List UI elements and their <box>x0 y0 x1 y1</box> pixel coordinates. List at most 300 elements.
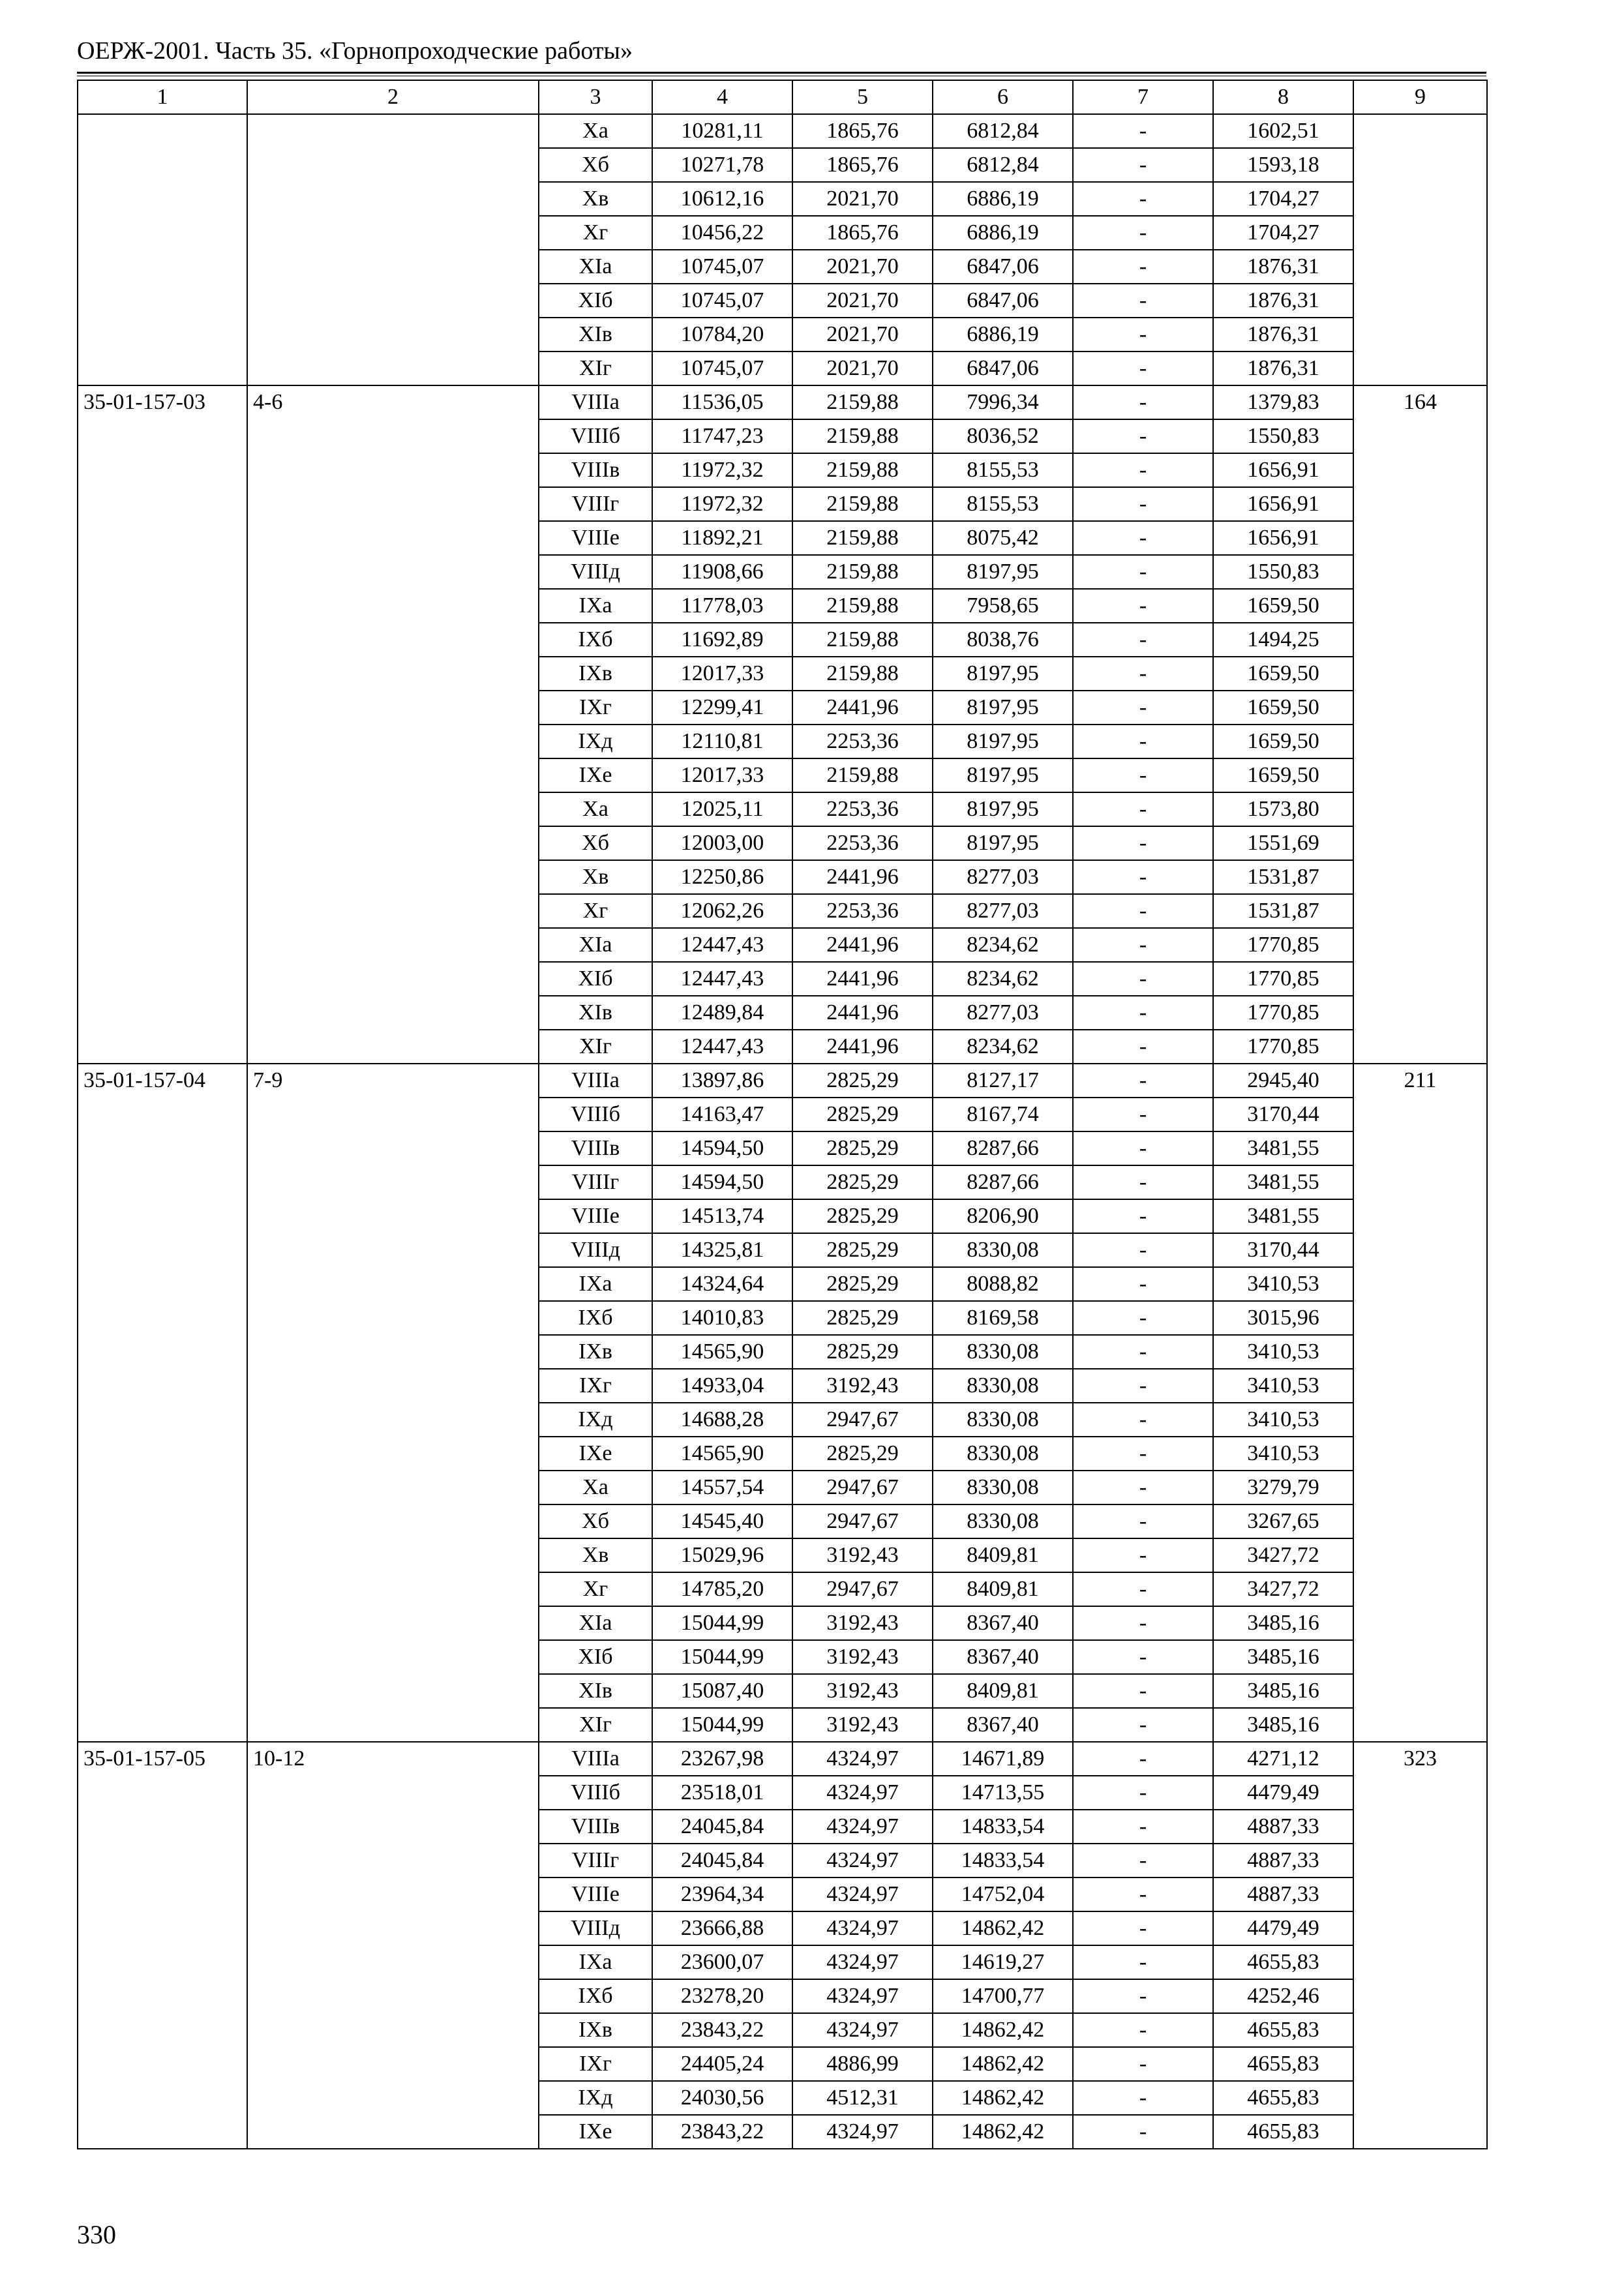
total-cost-cell: 14565,90 <box>652 1335 792 1369</box>
materials-cell: 1704,27 <box>1213 182 1353 216</box>
category-cell: Xг <box>539 216 652 250</box>
machinery-cell: 6886,19 <box>933 318 1073 352</box>
total-cost-cell: 14594,50 <box>652 1131 792 1165</box>
category-cell: VIIIв <box>539 453 652 487</box>
machinery-cell: 8330,08 <box>933 1369 1073 1403</box>
category-cell: Xб <box>539 826 652 860</box>
total-cost-cell: 15044,99 <box>652 1606 792 1640</box>
machinery-cell: 8155,53 <box>933 487 1073 521</box>
category-cell: IXa <box>539 589 652 623</box>
materials-cell: 4887,33 <box>1213 1844 1353 1878</box>
category-cell: VIIIe <box>539 521 652 555</box>
column-number: 9 <box>1353 80 1487 114</box>
category-cell: VIIIa <box>539 1742 652 1776</box>
machinery-cell: 8167,74 <box>933 1098 1073 1131</box>
machinist-wage-cell: - <box>1073 860 1213 894</box>
wage-cell: 4512,31 <box>792 2081 933 2115</box>
total-cost-cell: 12062,26 <box>652 894 792 928</box>
category-cell: Xг <box>539 1572 652 1606</box>
machinery-cell: 8197,95 <box>933 826 1073 860</box>
total-cost-cell: 14325,81 <box>652 1233 792 1267</box>
category-cell: IXг <box>539 2047 652 2081</box>
machinist-wage-cell: - <box>1073 1878 1213 1911</box>
materials-cell: 3481,55 <box>1213 1131 1353 1165</box>
category-cell: IXa <box>539 1945 652 1979</box>
machinist-wage-cell: - <box>1073 1301 1213 1335</box>
materials-cell: 1876,31 <box>1213 352 1353 385</box>
machinery-cell: 8206,90 <box>933 1199 1073 1233</box>
machinist-wage-cell: - <box>1073 1403 1213 1437</box>
machinist-wage-cell: - <box>1073 657 1213 691</box>
category-cell: Xв <box>539 860 652 894</box>
machinery-cell: 8277,03 <box>933 894 1073 928</box>
materials-cell: 1656,91 <box>1213 521 1353 555</box>
machinery-cell: 8197,95 <box>933 725 1073 758</box>
machinery-cell: 8155,53 <box>933 453 1073 487</box>
total-cost-cell: 12003,00 <box>652 826 792 860</box>
labor-total-cell: 164 <box>1353 385 1487 1064</box>
machinist-wage-cell: - <box>1073 758 1213 792</box>
category-cell: VIIIв <box>539 1131 652 1165</box>
rate-code-cell: 35-01-157-03 <box>78 385 247 1064</box>
total-cost-cell: 24045,84 <box>652 1810 792 1844</box>
wage-cell: 2825,29 <box>792 1131 933 1165</box>
machinery-cell: 8075,42 <box>933 521 1073 555</box>
total-cost-cell: 23278,20 <box>652 1979 792 2013</box>
materials-cell: 4252,46 <box>1213 1979 1353 2013</box>
wage-cell: 2253,36 <box>792 826 933 860</box>
wage-cell: 2441,96 <box>792 860 933 894</box>
machinery-cell: 14862,42 <box>933 2013 1073 2047</box>
materials-cell: 1379,83 <box>1213 385 1353 419</box>
category-cell: IXг <box>539 1369 652 1403</box>
materials-cell: 3410,53 <box>1213 1369 1353 1403</box>
wage-cell: 4324,97 <box>792 1945 933 1979</box>
machinist-wage-cell: - <box>1073 453 1213 487</box>
materials-cell: 3015,96 <box>1213 1301 1353 1335</box>
machinery-cell: 6847,06 <box>933 352 1073 385</box>
machinery-cell: 8127,17 <box>933 1064 1073 1098</box>
machinery-cell: 7958,65 <box>933 589 1073 623</box>
category-cell: VIIIe <box>539 1878 652 1911</box>
wage-cell: 2253,36 <box>792 792 933 826</box>
total-cost-cell: 15044,99 <box>652 1640 792 1674</box>
total-cost-cell: 10745,07 <box>652 284 792 318</box>
category-cell: XIб <box>539 1640 652 1674</box>
category-cell: XIб <box>539 962 652 996</box>
machinist-wage-cell: - <box>1073 1844 1213 1878</box>
materials-cell: 1659,50 <box>1213 691 1353 725</box>
labor-total-cell: 323 <box>1353 1742 1487 2149</box>
total-cost-cell: 23964,34 <box>652 1878 792 1911</box>
category-cell: Xб <box>539 148 652 182</box>
wage-cell: 2947,67 <box>792 1471 933 1504</box>
machinery-cell: 6812,84 <box>933 148 1073 182</box>
total-cost-cell: 15087,40 <box>652 1674 792 1708</box>
page-header-title: ОЕРЖ-2001. Часть 35. «Горнопроходческие работы» <box>77 37 633 65</box>
materials-cell: 1770,85 <box>1213 996 1353 1030</box>
wage-cell: 2159,88 <box>792 555 933 589</box>
materials-cell: 1550,83 <box>1213 555 1353 589</box>
category-cell: VIIIa <box>539 1064 652 1098</box>
machinery-cell: 8367,40 <box>933 1606 1073 1640</box>
machinist-wage-cell: - <box>1073 148 1213 182</box>
machinery-cell: 8287,66 <box>933 1165 1073 1199</box>
total-cost-cell: 13897,86 <box>652 1064 792 1098</box>
materials-cell: 3267,65 <box>1213 1504 1353 1538</box>
machinery-cell: 14619,27 <box>933 1945 1073 1979</box>
wage-cell: 2825,29 <box>792 1165 933 1199</box>
materials-cell: 1531,87 <box>1213 894 1353 928</box>
wage-cell: 2021,70 <box>792 182 933 216</box>
materials-cell: 3485,16 <box>1213 1606 1353 1640</box>
machinist-wage-cell: - <box>1073 1674 1213 1708</box>
machinist-wage-cell: - <box>1073 250 1213 284</box>
total-cost-cell: 24405,24 <box>652 2047 792 2081</box>
category-cell: Xa <box>539 792 652 826</box>
materials-cell: 1531,87 <box>1213 860 1353 894</box>
column-number: 5 <box>792 80 933 114</box>
wage-cell: 2159,88 <box>792 385 933 419</box>
labor-total-cell: 211 <box>1353 1064 1487 1742</box>
machinist-wage-cell: - <box>1073 318 1213 352</box>
materials-cell: 1550,83 <box>1213 419 1353 453</box>
wage-cell: 2159,88 <box>792 487 933 521</box>
materials-cell: 3481,55 <box>1213 1199 1353 1233</box>
category-cell: IXб <box>539 623 652 657</box>
total-cost-cell: 14933,04 <box>652 1369 792 1403</box>
rate-code-cell: 35-01-157-04 <box>78 1064 247 1742</box>
machinist-wage-cell: - <box>1073 894 1213 928</box>
machinery-cell: 8409,81 <box>933 1538 1073 1572</box>
materials-cell: 1876,31 <box>1213 250 1353 284</box>
materials-cell: 4655,83 <box>1213 2115 1353 2149</box>
materials-cell: 1659,50 <box>1213 589 1353 623</box>
wage-cell: 2021,70 <box>792 284 933 318</box>
total-cost-cell: 12447,43 <box>652 928 792 962</box>
machinist-wage-cell: - <box>1073 2047 1213 2081</box>
total-cost-cell: 14565,90 <box>652 1437 792 1471</box>
machinery-cell: 6812,84 <box>933 114 1073 148</box>
total-cost-cell: 10281,11 <box>652 114 792 148</box>
total-cost-cell: 24045,84 <box>652 1844 792 1878</box>
total-cost-cell: 12447,43 <box>652 962 792 996</box>
total-cost-cell: 24030,56 <box>652 2081 792 2115</box>
wage-cell: 2441,96 <box>792 1030 933 1064</box>
total-cost-cell: 10745,07 <box>652 352 792 385</box>
total-cost-cell: 14688,28 <box>652 1403 792 1437</box>
machinery-cell: 6847,06 <box>933 250 1073 284</box>
column-number-row <box>78 80 1487 114</box>
category-cell: Xa <box>539 1471 652 1504</box>
materials-cell: 3170,44 <box>1213 1233 1353 1267</box>
materials-cell: 4887,33 <box>1213 1810 1353 1844</box>
machinist-wage-cell: - <box>1073 1810 1213 1844</box>
materials-cell: 1659,50 <box>1213 725 1353 758</box>
total-cost-cell: 15029,96 <box>652 1538 792 1572</box>
wage-cell: 2947,67 <box>792 1572 933 1606</box>
category-cell: VIIIa <box>539 385 652 419</box>
wage-cell: 2825,29 <box>792 1437 933 1471</box>
page-number: 330 <box>77 2220 116 2249</box>
machinist-wage-cell: - <box>1073 487 1213 521</box>
category-cell: IXв <box>539 2013 652 2047</box>
machinist-wage-cell: - <box>1073 1098 1213 1131</box>
category-cell: XIa <box>539 1606 652 1640</box>
machinist-wage-cell: - <box>1073 1030 1213 1064</box>
machinery-cell: 14862,42 <box>933 2081 1073 2115</box>
total-cost-cell: 10456,22 <box>652 216 792 250</box>
total-cost-cell: 14163,47 <box>652 1098 792 1131</box>
category-cell: Xг <box>539 894 652 928</box>
materials-cell: 3410,53 <box>1213 1403 1353 1437</box>
machinist-wage-cell: - <box>1073 114 1213 148</box>
materials-cell: 3485,16 <box>1213 1640 1353 1674</box>
materials-cell: 1659,50 <box>1213 657 1353 691</box>
total-cost-cell: 10745,07 <box>652 250 792 284</box>
materials-cell: 3427,72 <box>1213 1572 1353 1606</box>
machinery-cell: 8197,95 <box>933 555 1073 589</box>
machinery-cell: 8038,76 <box>933 623 1073 657</box>
total-cost-cell: 11908,66 <box>652 555 792 589</box>
category-cell: VIIIб <box>539 1098 652 1131</box>
machinist-wage-cell: - <box>1073 1131 1213 1165</box>
materials-cell: 3485,16 <box>1213 1674 1353 1708</box>
wage-cell: 2441,96 <box>792 928 933 962</box>
total-cost-cell: 12025,11 <box>652 792 792 826</box>
total-cost-cell: 14324,64 <box>652 1267 792 1301</box>
materials-cell: 3410,53 <box>1213 1267 1353 1301</box>
table-row <box>78 1742 1487 1776</box>
wage-cell: 2825,29 <box>792 1098 933 1131</box>
category-cell: Xв <box>539 182 652 216</box>
category-cell: VIIIб <box>539 1776 652 1810</box>
wage-cell: 2159,88 <box>792 453 933 487</box>
materials-cell: 4479,49 <box>1213 1776 1353 1810</box>
total-cost-cell: 11692,89 <box>652 623 792 657</box>
machinist-wage-cell: - <box>1073 1606 1213 1640</box>
wage-cell: 2159,88 <box>792 623 933 657</box>
column-number: 7 <box>1073 80 1213 114</box>
category-cell: VIIIг <box>539 487 652 521</box>
machinery-cell: 8277,03 <box>933 860 1073 894</box>
machinist-wage-cell: - <box>1073 691 1213 725</box>
table-body <box>78 80 1487 2149</box>
category-cell: XIa <box>539 928 652 962</box>
wage-cell: 2825,29 <box>792 1301 933 1335</box>
category-cell: IXe <box>539 2115 652 2149</box>
total-cost-cell: 12017,33 <box>652 758 792 792</box>
machinery-cell: 8367,40 <box>933 1640 1073 1674</box>
wage-cell: 2253,36 <box>792 725 933 758</box>
column-number: 8 <box>1213 80 1353 114</box>
wage-cell: 2825,29 <box>792 1267 933 1301</box>
machinist-wage-cell: - <box>1073 725 1213 758</box>
category-cell: IXг <box>539 691 652 725</box>
wage-cell: 1865,76 <box>792 216 933 250</box>
column-number: 3 <box>539 80 652 114</box>
materials-cell: 3410,53 <box>1213 1335 1353 1369</box>
total-cost-cell: 11972,32 <box>652 453 792 487</box>
machinist-wage-cell: - <box>1073 1504 1213 1538</box>
wage-cell: 2947,67 <box>792 1403 933 1437</box>
materials-cell: 1770,85 <box>1213 962 1353 996</box>
wage-cell: 2441,96 <box>792 996 933 1030</box>
wage-cell: 4324,97 <box>792 1911 933 1945</box>
machinist-wage-cell: - <box>1073 589 1213 623</box>
wage-cell: 2159,88 <box>792 589 933 623</box>
total-cost-cell: 14010,83 <box>652 1301 792 1335</box>
machinist-wage-cell: - <box>1073 1538 1213 1572</box>
total-cost-cell: 23518,01 <box>652 1776 792 1810</box>
wage-cell: 2021,70 <box>792 250 933 284</box>
machinist-wage-cell: - <box>1073 1708 1213 1742</box>
total-cost-cell: 12447,43 <box>652 1030 792 1064</box>
materials-cell: 1876,31 <box>1213 284 1353 318</box>
wage-cell: 3192,43 <box>792 1674 933 1708</box>
wage-cell: 4324,97 <box>792 1844 933 1878</box>
category-cell: XIв <box>539 1674 652 1708</box>
machinery-cell: 8330,08 <box>933 1335 1073 1369</box>
range-cell <box>247 114 539 385</box>
machinist-wage-cell: - <box>1073 419 1213 453</box>
machinist-wage-cell: - <box>1073 1233 1213 1267</box>
materials-cell: 2945,40 <box>1213 1064 1353 1098</box>
category-cell: VIIIд <box>539 1911 652 1945</box>
materials-cell: 4887,33 <box>1213 1878 1353 1911</box>
total-cost-cell: 23843,22 <box>652 2115 792 2149</box>
wage-cell: 2825,29 <box>792 1233 933 1267</box>
wage-cell: 4324,97 <box>792 2115 933 2149</box>
column-number: 1 <box>78 80 247 114</box>
machinery-cell: 8277,03 <box>933 996 1073 1030</box>
column-number: 2 <box>247 80 539 114</box>
machinist-wage-cell: - <box>1073 1165 1213 1199</box>
machinist-wage-cell: - <box>1073 792 1213 826</box>
total-cost-cell: 12299,41 <box>652 691 792 725</box>
machinery-cell: 8234,62 <box>933 962 1073 996</box>
materials-cell: 1656,91 <box>1213 487 1353 521</box>
category-cell: XIa <box>539 250 652 284</box>
machinist-wage-cell: - <box>1073 555 1213 589</box>
machinery-cell: 8367,40 <box>933 1708 1073 1742</box>
machinist-wage-cell: - <box>1073 1437 1213 1471</box>
category-cell: VIIIд <box>539 555 652 589</box>
category-cell: VIIIд <box>539 1233 652 1267</box>
machinery-cell: 8197,95 <box>933 758 1073 792</box>
machinist-wage-cell: - <box>1073 1335 1213 1369</box>
machinery-cell: 14700,77 <box>933 1979 1073 2013</box>
machinery-cell: 14833,54 <box>933 1810 1073 1844</box>
total-cost-cell: 11536,05 <box>652 385 792 419</box>
header-rule <box>77 72 1486 74</box>
machinist-wage-cell: - <box>1073 1979 1213 2013</box>
machinery-cell: 8169,58 <box>933 1301 1073 1335</box>
table-row <box>78 385 1487 419</box>
range-cell: 4-6 <box>247 385 539 1064</box>
machinery-cell: 6886,19 <box>933 182 1073 216</box>
machinist-wage-cell: - <box>1073 1369 1213 1403</box>
machinery-cell: 8330,08 <box>933 1471 1073 1504</box>
machinery-cell: 8330,08 <box>933 1233 1073 1267</box>
machinery-cell: 8234,62 <box>933 1030 1073 1064</box>
machinery-cell: 14671,89 <box>933 1742 1073 1776</box>
total-cost-cell: 14557,54 <box>652 1471 792 1504</box>
category-cell: IXб <box>539 1301 652 1335</box>
machinist-wage-cell: - <box>1073 182 1213 216</box>
wage-cell: 4886,99 <box>792 2047 933 2081</box>
materials-cell: 4271,12 <box>1213 1742 1353 1776</box>
machinist-wage-cell: - <box>1073 521 1213 555</box>
wage-cell: 2159,88 <box>792 758 933 792</box>
wage-cell: 2825,29 <box>792 1199 933 1233</box>
total-cost-cell: 11778,03 <box>652 589 792 623</box>
materials-cell: 1593,18 <box>1213 148 1353 182</box>
materials-cell: 3279,79 <box>1213 1471 1353 1504</box>
total-cost-cell: 11972,32 <box>652 487 792 521</box>
materials-cell: 3481,55 <box>1213 1165 1353 1199</box>
wage-cell: 4324,97 <box>792 1878 933 1911</box>
wage-cell: 2825,29 <box>792 1064 933 1098</box>
machinist-wage-cell: - <box>1073 826 1213 860</box>
machinery-cell: 8330,08 <box>933 1403 1073 1437</box>
machinery-cell: 14862,42 <box>933 1911 1073 1945</box>
total-cost-cell: 14594,50 <box>652 1165 792 1199</box>
machinist-wage-cell: - <box>1073 385 1213 419</box>
materials-cell: 1770,85 <box>1213 1030 1353 1064</box>
machinist-wage-cell: - <box>1073 1640 1213 1674</box>
machinist-wage-cell: - <box>1073 1064 1213 1098</box>
category-cell: VIIIг <box>539 1165 652 1199</box>
machinery-cell: 14713,55 <box>933 1776 1073 1810</box>
materials-cell: 1573,80 <box>1213 792 1353 826</box>
total-cost-cell: 14513,74 <box>652 1199 792 1233</box>
category-cell: IXa <box>539 1267 652 1301</box>
total-cost-cell: 23600,07 <box>652 1945 792 1979</box>
category-cell: Xв <box>539 1538 652 1572</box>
total-cost-cell: 15044,99 <box>652 1708 792 1742</box>
category-cell: XIв <box>539 318 652 352</box>
total-cost-cell: 10612,16 <box>652 182 792 216</box>
machinery-cell: 6886,19 <box>933 216 1073 250</box>
wage-cell: 3192,43 <box>792 1640 933 1674</box>
category-cell: IXв <box>539 1335 652 1369</box>
wage-cell: 2159,88 <box>792 419 933 453</box>
total-cost-cell: 23666,88 <box>652 1911 792 1945</box>
table-row <box>78 1064 1487 1098</box>
total-cost-cell: 11747,23 <box>652 419 792 453</box>
category-cell: IXд <box>539 2081 652 2115</box>
column-number: 4 <box>652 80 792 114</box>
category-cell: IXб <box>539 1979 652 2013</box>
category-cell: VIIIe <box>539 1199 652 1233</box>
category-cell: XIв <box>539 996 652 1030</box>
total-cost-cell: 10784,20 <box>652 318 792 352</box>
machinist-wage-cell: - <box>1073 2115 1213 2149</box>
machinist-wage-cell: - <box>1073 1572 1213 1606</box>
category-cell: IXд <box>539 725 652 758</box>
materials-cell: 1551,69 <box>1213 826 1353 860</box>
materials-cell: 4479,49 <box>1213 1911 1353 1945</box>
wage-cell: 4324,97 <box>792 1810 933 1844</box>
wage-cell: 4324,97 <box>792 1742 933 1776</box>
wage-cell: 3192,43 <box>792 1538 933 1572</box>
materials-cell: 1704,27 <box>1213 216 1353 250</box>
category-cell: VIIIб <box>539 419 652 453</box>
rate-code-cell <box>78 114 247 385</box>
wage-cell: 2441,96 <box>792 962 933 996</box>
materials-cell: 1656,91 <box>1213 453 1353 487</box>
